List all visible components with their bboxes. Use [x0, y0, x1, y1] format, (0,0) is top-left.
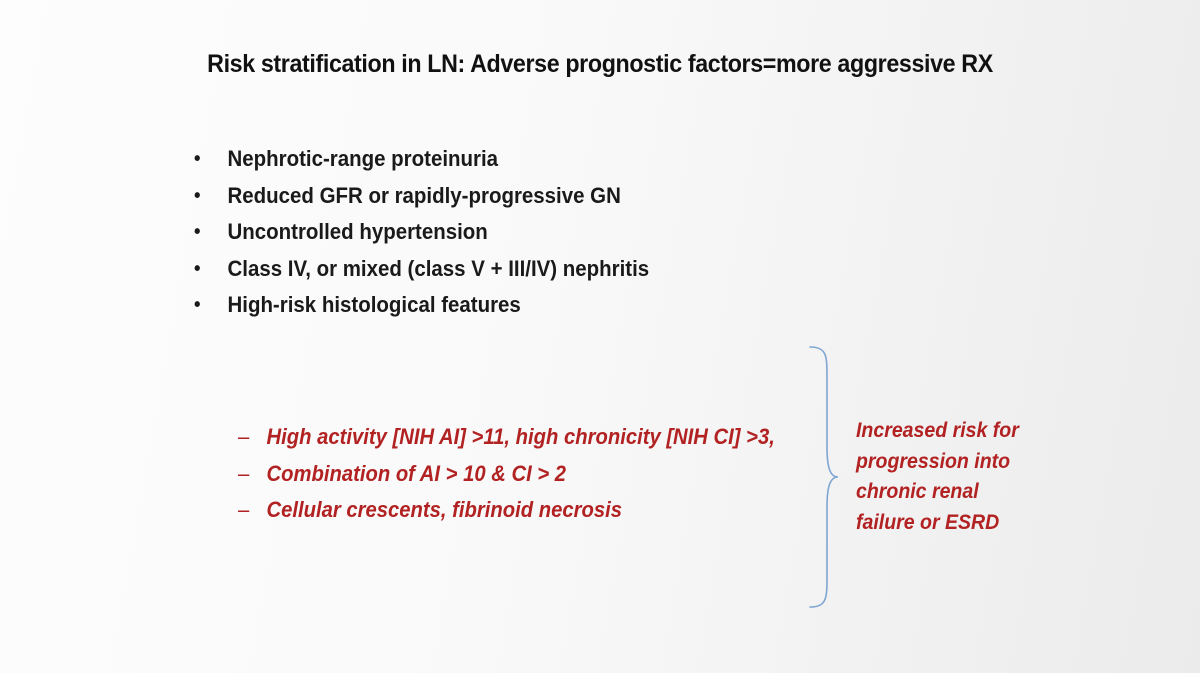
right-brace-icon: [800, 345, 840, 609]
bullet-icon: •: [194, 184, 201, 207]
histology-feature-text: Cellular crescents, fibrinoid necrosis: [266, 497, 622, 522]
risk-factor-text: Nephrotic-range proteinuria: [227, 146, 499, 171]
brace-note-line: chronic renal: [856, 480, 979, 503]
risk-factor-text: High-risk histological features: [227, 292, 521, 317]
brace-note-line: failure or ESRD: [856, 510, 1000, 534]
brace-note-line: progression into: [856, 449, 1011, 473]
dash-icon: –: [238, 424, 250, 449]
bullet-icon: •: [194, 148, 201, 170]
histology-feature-text: High activity [NIH AI] >11, high chronicity [NIH CI] >3,: [266, 424, 775, 449]
slide-title: Risk stratification in LN: Adverse prognostic factors=more aggressive RX: [207, 50, 993, 78]
risk-factor-text: Class IV, or mixed (class V + III/IV) nephritis: [227, 255, 650, 281]
risk-factor-text: Reduced GFR or rapidly-progressive GN: [227, 182, 621, 208]
bullet-icon: •: [194, 294, 201, 316]
dash-icon: –: [238, 497, 250, 522]
risk-factor-text: Uncontrolled hypertension: [227, 219, 488, 244]
brace-note: [856, 416, 1070, 538]
bullet-icon: •: [194, 221, 201, 243]
brace-note-line: Increased risk for: [856, 419, 1019, 442]
bullet-icon: •: [194, 257, 201, 280]
dash-icon: –: [238, 460, 250, 486]
histology-feature-text: Combination of AI > 10 & CI > 2: [266, 460, 567, 486]
